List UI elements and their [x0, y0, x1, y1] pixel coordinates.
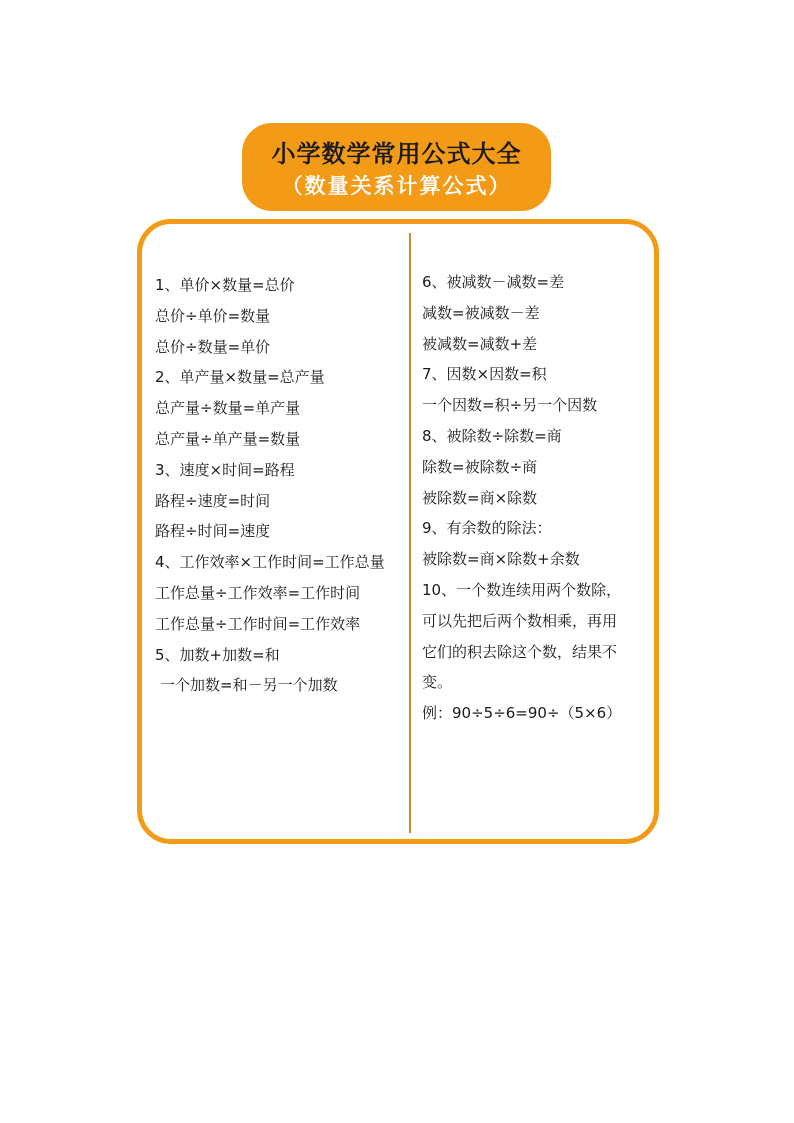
- formula-line: 被除数=商×除数: [422, 488, 538, 507]
- formula-line: 总产量÷单产量=数量: [155, 429, 301, 448]
- formula-line: 5、加数+加数=和: [155, 645, 280, 664]
- formula-line: 变。: [422, 673, 453, 692]
- page-title: 小学数学常用公式大全: [271, 140, 522, 168]
- formula-line: 7、因数×因数=积: [422, 365, 547, 384]
- formula-line: 1、单价×数量=总价: [155, 276, 295, 294]
- formula-line: 总价÷数量=单价: [155, 337, 271, 356]
- formula-line: 减数=被减数－差: [422, 303, 540, 322]
- formula-line: 例：90÷5÷6=90÷（5×6）: [422, 704, 622, 723]
- formula-line: 工作总量÷工作效率=工作时间: [155, 583, 361, 602]
- formula-line: 除数=被除数÷商: [422, 457, 538, 476]
- formula-line: 它们的积去除这个数，结果不: [422, 642, 618, 661]
- formula-line: 被除数=商×除数+余数: [422, 550, 580, 569]
- formula-line: 一个因数=积÷另一个因数: [422, 396, 598, 415]
- formula-line: 路程÷速度=时间: [155, 491, 271, 510]
- formula-line: 2、单产量×数量=总产量: [155, 368, 325, 387]
- formula-line: 4、工作效率×工作时间=工作总量: [155, 553, 385, 572]
- right-formula-list: [422, 267, 647, 729]
- formula-line: 8、被除数÷除数=商: [422, 426, 562, 445]
- formula-line: 6、被减数－减数=差: [422, 273, 565, 291]
- formula-line: 9、有余数的除法：: [422, 519, 552, 538]
- formula-line: 总产量÷数量=单产量: [155, 399, 301, 418]
- formula-line: 一个加数=和－另一个加数: [160, 676, 338, 695]
- formula-line: 可以先把后两个数相乘，再用: [422, 611, 618, 630]
- formula-line: 10、一个数连续用两个数除，: [422, 580, 622, 599]
- formula-line: 工作总量÷工作时间=工作效率: [155, 614, 361, 633]
- formula-line: 路程÷时间=速度: [155, 522, 271, 541]
- column-divider: [409, 233, 411, 833]
- title-badge: [242, 123, 551, 211]
- formula-line: 总价÷单价=数量: [155, 306, 271, 325]
- page-subtitle: （数量关系计算公式）: [281, 174, 512, 198]
- formula-line: 3、速度×时间=路程: [155, 460, 295, 479]
- formula-line: 被减数=减数+差: [422, 334, 538, 353]
- left-formula-list: [155, 270, 405, 701]
